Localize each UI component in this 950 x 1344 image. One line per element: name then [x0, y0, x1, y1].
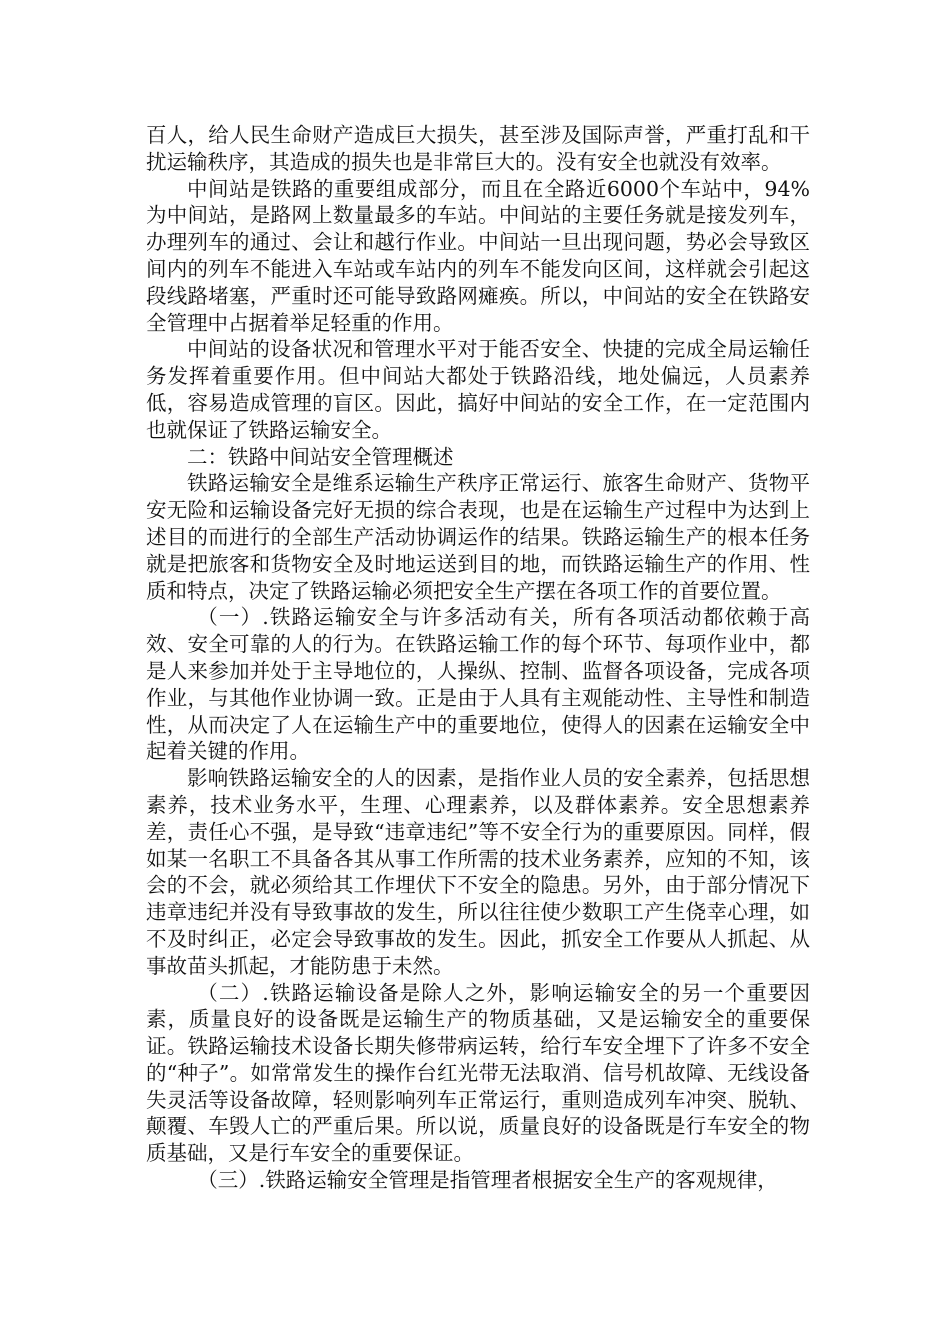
subsection-1: （一）.铁路运输安全与许多活动有关，所有各项活动都依赖于高效、安全可靠的人的行为。在铁路运输工作的每个环节、每项作业中，都是人来参加并处于主导地位的，人操纵、控制、监督各项设备，完成各项作业，与其他作业协调一致。正是由于人具有主观能动性、主导性和制造性，从而决定了人在运输生产中的重要地位，使得人的因素在运输安全中起着关键的作用。	[146, 605, 810, 764]
paragraph-3: 中间站的设备状况和管理水平对于能否安全、快捷的完成全局运输任务发挥着重要作用。但中间站大都处于铁路沿线，地处偏远，人员素养低，容易造成管理的盲区。因此，搞好中间站的安全工作，在一定范围内也就保证了铁路运输安全。	[146, 337, 810, 442]
paragraph-2: 中间站是铁路的重要组成部分，而且在全路近6000个车站中，94%为中间站，是路网上数量最多的车站。中间站的主要任务就是接发列车，办理列车的通过、会让和越行作业。中间站一旦出现问题，势必会导致区间内的列车不能进入车站或车站内的列车不能发向区间，这样就会引起这段线路堵塞，严重时还可能导致路网瘫痪。所以，中间站的安全在铁路安全管理中占据着举足轻重的作用。	[146, 176, 810, 335]
paragraph-4: 铁路运输安全是维系运输生产秩序正常运行、旅客生命财产、货物平安无险和运输设备完好无损的综合表现，也是在运输生产过程中为达到上述目的而进行的全部生产活动协调运作的结果。铁路运输生产的根本任务就是把旅客和货物安全及时地运送到目的地，而铁路运输生产的作用、性质和特点，决定了铁路运输必须把安全生产摆在各项工作的首要位置。	[146, 471, 810, 603]
subsection-2: （二）.铁路运输设备是除人之外，影响运输安全的另一个重要因素，质量良好的设备既是运输生产的物质基础，又是运输安全的重要保证。铁路运输技术设备长期失修带病运转，给行车安全埋下了许多不安全的“种子”。如常常发生的操作台红光带无法取消、信号机故障、无线设备失灵活等设备故障，轻则影响列车正常运行，重则造成列车冲突、脱轨、颠覆、车毁人亡的严重后果。所以说，质量良好的设备既是行车安全的物质基础，又是行车安全的重要保证。	[146, 980, 810, 1166]
paragraph-1: 百人，给人民生命财产造成巨大损失，甚至涉及国际声誉，严重打乱和干扰运输秩序，其造成的损失也是非常巨大的。没有安全也就没有效率。	[146, 123, 810, 174]
section-heading: 二：铁路中间站安全管理概述	[187, 444, 454, 469]
subsection-3: （三）.铁路运输安全管理是指管理者根据安全生产的客观规律，	[197, 1168, 778, 1193]
paragraph-5: 影响铁路运输安全的人的因素，是指作业人员的安全素养，包括思想素养，技术业务水平，生理、心理素养，以及群体素养。安全思想素养差，责任心不强，是导致“违章违纪”等不安全行为的重要原因。同样，假如某一名职工不具备各其从事工作所需的技术业务素养，应知的不知，该会的不会，就必须给其工作埋伏下不安全的隐患。另外，由于部分情况下违章违纪并没有导致事故的发生，所以往往使少数职工产生侥幸心理，如不及时纠正，必定会导致事故的发生。因此，抓安全工作要从人抓起、从事故苗头抓起，才能防患于未然。	[146, 766, 810, 978]
document-page	[146, 122, 810, 1194]
